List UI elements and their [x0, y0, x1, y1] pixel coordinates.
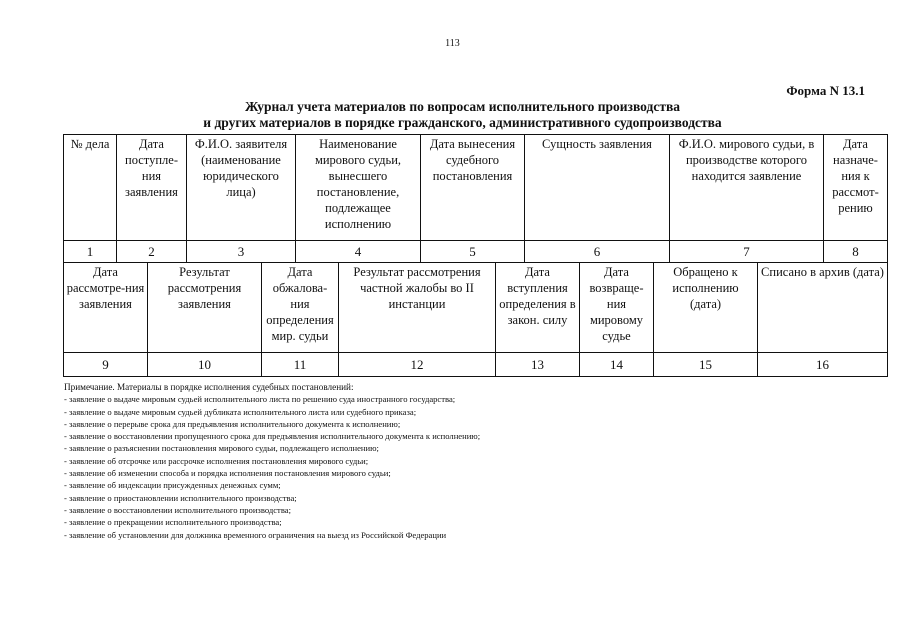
note-item: - заявление об отсрочке или рассрочке исполнения постановления мирового судьи;	[64, 455, 369, 466]
note-block	[64, 381, 884, 541]
table2-header-row	[64, 263, 888, 353]
col-return-date: Дата возвраще-ния мировому судье	[580, 263, 654, 353]
column-number: 14	[580, 353, 654, 377]
col-review-date: Дата рассмотре-ния заявления	[64, 263, 148, 353]
note-item: - заявление об индексации присужденных денежных сумм;	[64, 480, 281, 491]
column-number: 2	[117, 241, 187, 263]
col-case-number: № дела	[64, 135, 117, 241]
column-number: 12	[339, 353, 496, 377]
note-item: - заявление об изменении способа и порядка исполнения постановления мирового судьи;	[64, 468, 391, 479]
journal-table-part-2	[63, 262, 888, 377]
note-item: - заявление о прекращении исполнительного производства;	[64, 517, 282, 528]
note-item: - заявление о перерыве срока для предъявления исполнительного документа к исполнению;	[64, 418, 401, 429]
col-assigned-judge: Ф.И.О. мирового судьи, в производстве которого находится заявление	[670, 135, 824, 241]
col-appeal-date: Дата обжалова-ния определения мир. судьи	[262, 263, 339, 353]
note-item: - заявление о восстановлении пропущенного срока для предъявления исполнительного документа к исполнению;	[64, 431, 481, 442]
col-receipt-date: Дата поступле-ния заявления	[117, 135, 187, 241]
col-execution-date: Обращено к исполнению (дата)	[654, 263, 758, 353]
note-title: Примечание. Материалы в порядке исполнения судебных постановлений:	[64, 382, 354, 392]
column-number: 4	[296, 241, 421, 263]
col-appeal-result: Результат рассмотрения частной жалобы во II инстанции	[339, 263, 496, 353]
note-item: - заявление о выдаче мировым судьей исполнительного листа по решению суда иностранного государства;	[64, 394, 456, 405]
column-number: 10	[148, 353, 262, 377]
table1-number-row	[64, 241, 888, 263]
col-applicant-name: Ф.И.О. заявителя (наименование юридического лица)	[187, 135, 296, 241]
table2-number-row	[64, 353, 888, 377]
note-item: - заявление о восстановлении исполнительного производства;	[64, 504, 291, 515]
page-number: 113	[445, 38, 460, 49]
column-number: 11	[262, 353, 339, 377]
col-ruling-date: Дата вынесения судебного постановления	[421, 135, 525, 241]
note-item: - заявление о выдаче мировым судьей дубликата исполнительного листа или судебного приказа;	[64, 406, 417, 417]
col-effective-date: Дата вступления определения в закон. силу	[496, 263, 580, 353]
col-hearing-date: Дата назначе-ния к рассмот-рению	[824, 135, 888, 241]
note-item: - заявление об установлении для должника временного ограничения на выезд из Российской Федерации	[64, 529, 447, 540]
journal-title	[0, 99, 905, 131]
column-number: 15	[654, 353, 758, 377]
column-number: 13	[496, 353, 580, 377]
column-number: 8	[824, 241, 888, 263]
form-label: Форма N 13.1	[786, 83, 865, 98]
note-item: - заявление о разъяснении постановления мирового судьи, подлежащего исполнению;	[64, 443, 379, 454]
column-number: 9	[64, 353, 148, 377]
column-number: 7	[670, 241, 824, 263]
column-number: 5	[421, 241, 525, 263]
note-item: - заявление о приостановлении исполнительного производства;	[64, 492, 297, 503]
col-review-result: Результат рассмотрения заявления	[148, 263, 262, 353]
table1-header-row	[64, 135, 888, 241]
column-number: 1	[64, 241, 117, 263]
journal-title-line-2: и других материалов в порядке гражданского, административного судопроизводства	[203, 115, 722, 130]
journal-table-part-1	[63, 134, 888, 263]
column-number: 3	[187, 241, 296, 263]
column-number: 6	[525, 241, 670, 263]
col-issuing-judge: Наименование мирового судьи, вынесшего постановление, подлежащее исполнению	[296, 135, 421, 241]
column-number: 16	[758, 353, 888, 377]
journal-title-line-1: Журнал учета материалов по вопросам исполнительного производства	[244, 99, 681, 114]
col-application-essence: Сущность заявления	[525, 135, 670, 241]
col-archive-date: Списано в архив (дата)	[758, 263, 888, 353]
